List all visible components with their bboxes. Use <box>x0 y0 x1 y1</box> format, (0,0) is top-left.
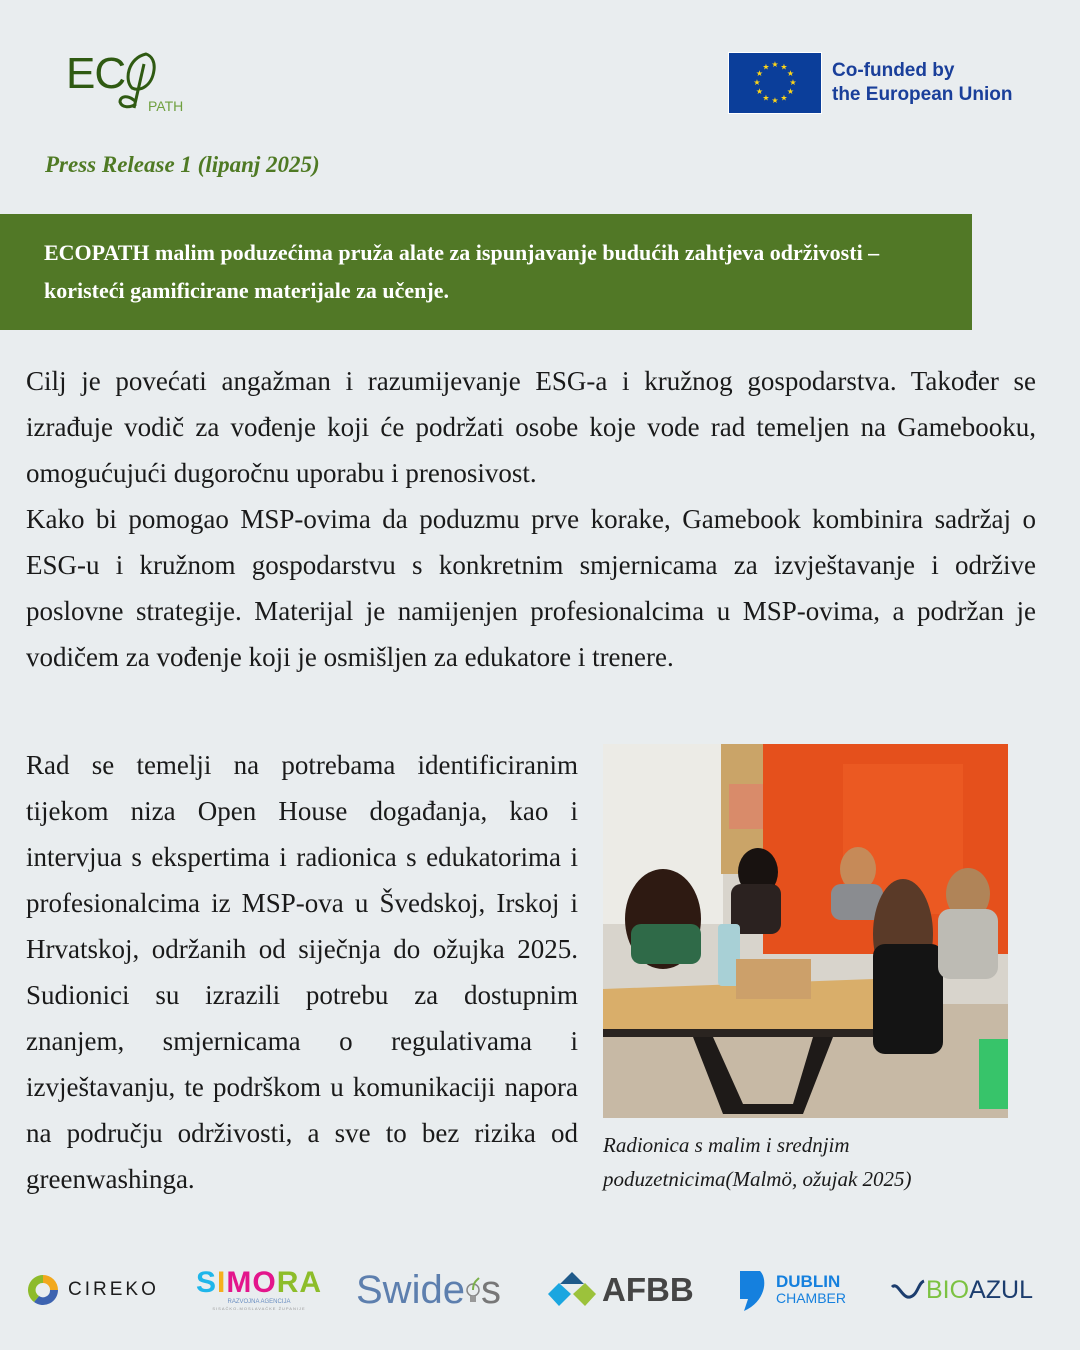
partner-logo-bioazul <box>890 1262 1033 1318</box>
photo-caption <box>603 1128 912 1196</box>
paragraph-1: Cilj je povećati angažman i razumijevanje ESG-a i kružnog gospodarstva. Također se izrađuje vodič za vođenje koji će podržati osobe koje vode rad temeljen na Gamebooku, omogućujući dugoročnu uporabu i prenosivost. <box>26 366 1036 488</box>
eu-flag-icon <box>728 52 822 114</box>
svg-text:★: ★ <box>786 69 795 78</box>
press-release-label: Press Release 1 (lipanj 2025) <box>45 152 320 177</box>
simora-sub2: SISAČKO-MOSLAVAČKE ŽUPANIJE <box>212 1306 306 1311</box>
cireko-swirl-icon <box>26 1273 60 1307</box>
dublin-sub: CHAMBER <box>776 1290 847 1306</box>
eu-label-line2: the European Union <box>832 84 1013 105</box>
dublin-label: DUBLIN <box>776 1272 841 1291</box>
lightbulb-sprout-icon <box>465 1272 481 1308</box>
cireko-label: CIREKO <box>68 1279 159 1300</box>
logo-main-text: EC <box>66 49 126 98</box>
photo-caption-line2: poduzetnicima(Malmö, ožujak 2025) <box>603 1167 912 1191</box>
dublin-comma-icon <box>738 1269 768 1311</box>
partner-logo-cireko <box>26 1262 159 1318</box>
partner-logo-simora <box>196 1262 322 1318</box>
headline-banner <box>0 214 972 330</box>
partner-logo-swideas <box>356 1262 501 1318</box>
eu-cofunded <box>728 52 1013 114</box>
partner-logos <box>0 1262 1080 1318</box>
simora-label: SIMORA <box>196 1266 323 1299</box>
bioazul-wave-icon <box>890 1279 926 1301</box>
svg-text:★: ★ <box>762 62 770 72</box>
swideas-label: Swide <box>356 1267 465 1312</box>
body-text-top <box>26 358 1036 680</box>
svg-text:★: ★ <box>780 93 788 103</box>
svg-text:★: ★ <box>755 87 764 96</box>
afbb-label: AFBB <box>602 1271 694 1308</box>
logo-sub-text: PATH <box>148 98 184 114</box>
partner-logo-dublin-chamber <box>738 1262 846 1318</box>
ecopath-logo <box>66 50 196 120</box>
svg-text:★: ★ <box>753 78 761 87</box>
partner-logo-afbb <box>548 1262 694 1318</box>
svg-text:★: ★ <box>771 60 779 69</box>
swideas-suffix: s <box>480 1267 501 1312</box>
paragraph-2: Kako bi pomogao MSP-ovima da poduzmu prve korake, Gamebook kombinira sadržaj o ESG-u i kružnom gospodarstvu s konkretnim smjernicama za izvještavanje i održive poslovne strategije. Materijal je namijenjen profesionalcima u MSP-ovima, a podržan je vodičem za vođenje koji je osmišljen za edukatore i trenere. <box>26 504 1036 672</box>
svg-text:★: ★ <box>771 96 779 105</box>
afbb-diamond-icon <box>548 1272 596 1308</box>
headline-text: ECOPATH malim poduzećima pruža alate za ispunjavanje budućih zahtjeva održivosti – koristeći gamificirane materijale za učenje. <box>44 240 880 303</box>
svg-text:★: ★ <box>762 93 770 103</box>
workshop-photo <box>603 744 1008 1118</box>
eu-label-line1: Co-funded by <box>832 60 955 81</box>
svg-text:★: ★ <box>786 87 795 96</box>
eu-label <box>832 59 1013 107</box>
bioazul-label-azul: AZUL <box>969 1275 1033 1304</box>
svg-text:★: ★ <box>755 69 764 78</box>
simora-sub1: RAZVOJNA AGENCIJA <box>227 1299 291 1305</box>
dublin-text <box>776 1274 846 1306</box>
svg-text:★: ★ <box>780 62 788 72</box>
paragraph-3: Rad se temelji na potrebama identificiranim tijekom niza Open House događanja, kao i intervjua s ekspertima i radionica s edukatorima i profesionalcima iz MSP-ova u Švedskoj, Irskoj i Hrvatskoj, održanih od siječnja do ožujka 2025. Sudionici su izrazili potrebu za dostupnim znanjem, smjernicama o regulativama i izvještavanju, te podrškom u komunikaciji napora na području održivosti, a sve to bez rizika od greenwashinga. <box>26 750 578 1194</box>
svg-text:★: ★ <box>789 78 797 87</box>
photo-caption-line1: Radionica s malim i srednjim <box>603 1133 850 1157</box>
bioazul-label-bio: BIO <box>926 1275 970 1304</box>
